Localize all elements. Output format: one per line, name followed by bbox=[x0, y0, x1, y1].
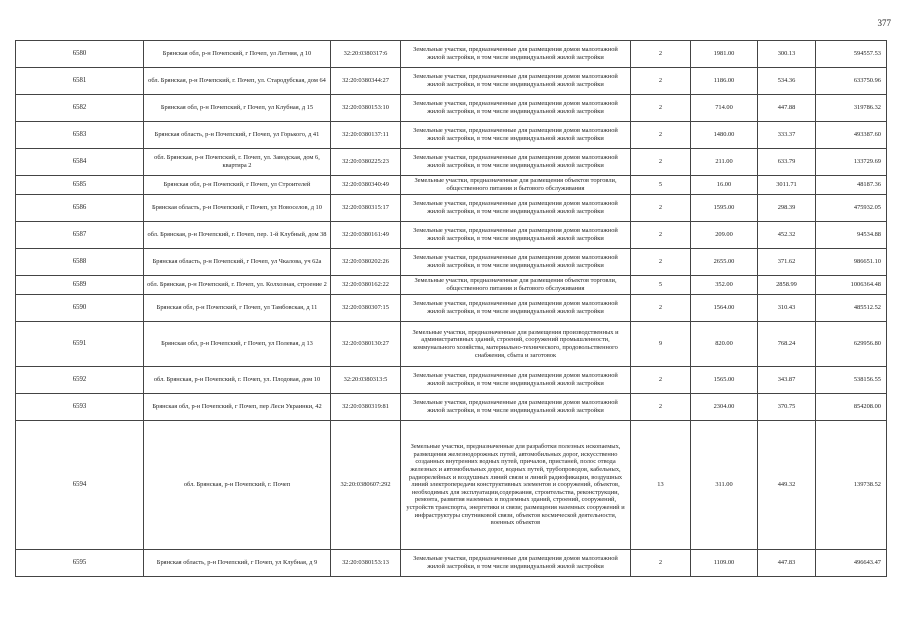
specific-value-cell: 370.75 bbox=[758, 394, 816, 421]
area-cell: 1565.00 bbox=[691, 367, 758, 394]
cadastral-number-cell: 32:20:0380313:5 bbox=[331, 367, 401, 394]
address-cell: Брянская область, р-н Почепский, г Почеп, ул Новоселов, д 10 bbox=[144, 195, 331, 222]
table-row bbox=[16, 367, 887, 394]
address-cell: обл. Брянская, р-н Почепский, г. Почеп, ул. Стародубская, дом 64 bbox=[144, 68, 331, 95]
address-cell: Брянская обл, р-н Почепский, г Почеп, ул Строителей bbox=[144, 176, 331, 195]
address-cell: Брянская обл, р-н Почепский, г Почеп, ул Клубная, д 15 bbox=[144, 95, 331, 122]
use-group-cell: 2 bbox=[631, 295, 691, 322]
address-cell: обл. Брянская, р-н Почепский, г. Почеп, ул. Колхозная, строение 2 bbox=[144, 276, 331, 295]
specific-value-cell: 2858.99 bbox=[758, 276, 816, 295]
land-use-cell: Земельные участки, предназначенные для размещения домов малоэтажной жилой застройки, в том числе индивидуальной жилой застройки bbox=[401, 295, 631, 322]
address-cell: Брянская область, р-н Почепский, г Почеп, ул Чкалова, уч 62а bbox=[144, 249, 331, 276]
use-group-cell: 2 bbox=[631, 222, 691, 249]
address-cell: обл. Брянская, р-н Почепский, г. Почеп bbox=[144, 421, 331, 550]
cadastral-value-cell: 48187.36 bbox=[816, 176, 887, 195]
cadastral-number-cell: 32:20:0380225:23 bbox=[331, 149, 401, 176]
table-row bbox=[16, 322, 887, 367]
cadastral-value-cell: 854208.00 bbox=[816, 394, 887, 421]
cadastral-value-cell: 493387.60 bbox=[816, 122, 887, 149]
table-row bbox=[16, 222, 887, 249]
land-use-cell: Земельные участки, предназначенные для размещения домов малоэтажной жилой застройки, в том числе индивидуальной жилой застройки bbox=[401, 394, 631, 421]
cadastral-value-cell: 1006364.48 bbox=[816, 276, 887, 295]
cadastral-value-cell: 633750.96 bbox=[816, 68, 887, 95]
specific-value-cell: 534.36 bbox=[758, 68, 816, 95]
use-group-cell: 13 bbox=[631, 421, 691, 550]
record-number: 6595 bbox=[16, 550, 144, 577]
address-cell: Брянская обл, р-н Почепский, г Почеп, ул Полевая, д 13 bbox=[144, 322, 331, 367]
cadastral-number-cell: 32:20:0380607:292 bbox=[331, 421, 401, 550]
cadastral-value-cell: 594557.53 bbox=[816, 41, 887, 68]
address-cell: Брянская область, р-н Почепский, г Почеп, ул Горького, д 41 bbox=[144, 122, 331, 149]
record-number: 6585 bbox=[16, 176, 144, 195]
land-use-cell: Земельные участки, предназначенные для размещения домов малоэтажной жилой застройки, в том числе индивидуальной жилой застройки bbox=[401, 95, 631, 122]
specific-value-cell: 333.37 bbox=[758, 122, 816, 149]
record-number: 6594 bbox=[16, 421, 144, 550]
table-row bbox=[16, 295, 887, 322]
record-number: 6584 bbox=[16, 149, 144, 176]
record-number: 6583 bbox=[16, 122, 144, 149]
table-row bbox=[16, 176, 887, 195]
land-use-cell: Земельные участки, предназначенные для размещения домов малоэтажной жилой застройки, в том числе индивидуальной жилой застройки bbox=[401, 550, 631, 577]
area-cell: 209.00 bbox=[691, 222, 758, 249]
specific-value-cell: 310.43 bbox=[758, 295, 816, 322]
address-cell: обл. Брянская, р-н Почепский, г. Почеп, ул. Плодовая, дом 10 bbox=[144, 367, 331, 394]
cadastral-value-cell: 319786.32 bbox=[816, 95, 887, 122]
cadastral-value-cell: 139738.52 bbox=[816, 421, 887, 550]
use-group-cell: 2 bbox=[631, 249, 691, 276]
specific-value-cell: 298.39 bbox=[758, 195, 816, 222]
cadastral-value-table bbox=[15, 40, 887, 577]
cadastral-number-cell: 32:20:0380319:81 bbox=[331, 394, 401, 421]
address-cell: Брянская область, р-н Почепский, г Почеп, ул Клубная, д 9 bbox=[144, 550, 331, 577]
specific-value-cell: 447.88 bbox=[758, 95, 816, 122]
area-cell: 1981.00 bbox=[691, 41, 758, 68]
use-group-cell: 2 bbox=[631, 394, 691, 421]
record-number: 6593 bbox=[16, 394, 144, 421]
record-number: 6582 bbox=[16, 95, 144, 122]
cadastral-value-cell: 485512.52 bbox=[816, 295, 887, 322]
cadastral-number-cell: 32:20:0380307:15 bbox=[331, 295, 401, 322]
cadastral-value-cell: 986651.10 bbox=[816, 249, 887, 276]
table-row bbox=[16, 95, 887, 122]
use-group-cell: 2 bbox=[631, 68, 691, 95]
land-use-cell: Земельные участки, предназначенные для размещения домов малоэтажной жилой застройки, в том числе индивидуальной жилой застройки bbox=[401, 149, 631, 176]
area-cell: 1564.00 bbox=[691, 295, 758, 322]
cadastral-number-cell: 32:20:0380162:22 bbox=[331, 276, 401, 295]
area-cell: 352.00 bbox=[691, 276, 758, 295]
use-group-cell: 2 bbox=[631, 195, 691, 222]
cadastral-number-cell: 32:20:0380202:26 bbox=[331, 249, 401, 276]
use-group-cell: 2 bbox=[631, 41, 691, 68]
cadastral-number-cell: 32:20:0380130:27 bbox=[331, 322, 401, 367]
area-cell: 311.00 bbox=[691, 421, 758, 550]
record-number: 6591 bbox=[16, 322, 144, 367]
address-cell: Брянская обл, р-н Почепский, г Почеп, пер Леси Украинки, 42 bbox=[144, 394, 331, 421]
area-cell: 1109.00 bbox=[691, 550, 758, 577]
land-use-cell: Земельные участки, предназначенные для размещения производственных и административных зданий, строений, сооружений промышленности, коммунального хозяйства, материально-технического, продовольственного снабжения, сбыта и заготовок bbox=[401, 322, 631, 367]
land-use-cell: Земельные участки, предназначенные для размещения домов малоэтажной жилой застройки, в том числе индивидуальной жилой застройки bbox=[401, 68, 631, 95]
specific-value-cell: 371.62 bbox=[758, 249, 816, 276]
cadastral-value-cell: 94534.88 bbox=[816, 222, 887, 249]
record-number: 6580 bbox=[16, 41, 144, 68]
record-number: 6588 bbox=[16, 249, 144, 276]
address-cell: Брянская обл, р-н Почепский, г Почеп, ул Летняя, д 10 bbox=[144, 41, 331, 68]
cadastral-number-cell: 32:20:0380317:6 bbox=[331, 41, 401, 68]
specific-value-cell: 300.13 bbox=[758, 41, 816, 68]
use-group-cell: 2 bbox=[631, 550, 691, 577]
address-cell: Брянская обл, р-н Почепский, г Почеп, ул Тамбовская, д 11 bbox=[144, 295, 331, 322]
use-group-cell: 2 bbox=[631, 367, 691, 394]
area-cell: 1186.00 bbox=[691, 68, 758, 95]
cadastral-number-cell: 32:20:0380153:13 bbox=[331, 550, 401, 577]
area-cell: 714.00 bbox=[691, 95, 758, 122]
use-group-cell: 2 bbox=[631, 122, 691, 149]
table-row bbox=[16, 68, 887, 95]
address-cell: обл. Брянская, р-н Почепский, г. Почеп, ул. Заводская, дом 6, квартира 2 bbox=[144, 149, 331, 176]
area-cell: 1595.00 bbox=[691, 195, 758, 222]
cadastral-value-cell: 538156.55 bbox=[816, 367, 887, 394]
table-row bbox=[16, 149, 887, 176]
land-use-cell: Земельные участки, предназначенные для размещения домов малоэтажной жилой застройки, в том числе индивидуальной жилой застройки bbox=[401, 249, 631, 276]
land-use-cell: Земельные участки, предназначенные для размещения домов малоэтажной жилой застройки, в том числе индивидуальной жилой застройки bbox=[401, 195, 631, 222]
land-use-cell: Земельные участки, предназначенные для размещения домов малоэтажной жилой застройки, в том числе индивидуальной жилой застройки bbox=[401, 122, 631, 149]
table-row bbox=[16, 421, 887, 550]
cadastral-number-cell: 32:20:0380344:27 bbox=[331, 68, 401, 95]
specific-value-cell: 452.32 bbox=[758, 222, 816, 249]
specific-value-cell: 343.87 bbox=[758, 367, 816, 394]
cadastral-value-cell: 629956.80 bbox=[816, 322, 887, 367]
area-cell: 1480.00 bbox=[691, 122, 758, 149]
cadastral-value-cell: 133729.69 bbox=[816, 149, 887, 176]
table-body bbox=[16, 41, 887, 577]
land-use-cell: Земельные участки, предназначенные для размещения домов малоэтажной жилой застройки, в том числе индивидуальной жилой застройки bbox=[401, 222, 631, 249]
specific-value-cell: 449.32 bbox=[758, 421, 816, 550]
record-number: 6589 bbox=[16, 276, 144, 295]
cadastral-number-cell: 32:20:0380153:10 bbox=[331, 95, 401, 122]
page-number: 377 bbox=[877, 18, 891, 28]
land-use-cell: Земельные участки, предназначенные для размещения домов малоэтажной жилой застройки, в том числе индивидуальной жилой застройки bbox=[401, 41, 631, 68]
table-row bbox=[16, 550, 887, 577]
area-cell: 2304.00 bbox=[691, 394, 758, 421]
area-cell: 2655.00 bbox=[691, 249, 758, 276]
table-row bbox=[16, 122, 887, 149]
record-number: 6586 bbox=[16, 195, 144, 222]
table-row bbox=[16, 195, 887, 222]
specific-value-cell: 3011.71 bbox=[758, 176, 816, 195]
area-cell: 16.00 bbox=[691, 176, 758, 195]
land-use-cell: Земельные участки, предназначенные для разработки полезных ископаемых, размещения железнодорожных путей, автомобильных дорог, искусственно созданных внутренних водных путей, причалов, пристаней, полос отвода железных и автомобильных дорог, водных путей, трубопроводов, кабельных, радиорелейных и воздушных линий связи и линий радиофикации, воздушных линий электропередачи конструктивных элементов и сооружений, объектов, необходимых для эксплуатации,содержания, строительства, реконструкции, ремонта, развития наземных и подземных зданий, строений, сооружений, устройств транспорта, энергетики и связи; размещения наземных сооружений и инфраструктуры спутниковой связи, объектов космической деятельности, военных объектов bbox=[401, 421, 631, 550]
land-use-cell: Земельные участки, предназначенные для размещения объектов торговли, общественного питания и бытового обслуживания bbox=[401, 176, 631, 195]
cadastral-number-cell: 32:20:0380340:49 bbox=[331, 176, 401, 195]
cadastral-number-cell: 32:20:0380137:11 bbox=[331, 122, 401, 149]
table-row bbox=[16, 394, 887, 421]
table-row bbox=[16, 41, 887, 68]
record-number: 6587 bbox=[16, 222, 144, 249]
specific-value-cell: 768.24 bbox=[758, 322, 816, 367]
use-group-cell: 2 bbox=[631, 95, 691, 122]
use-group-cell: 2 bbox=[631, 149, 691, 176]
use-group-cell: 9 bbox=[631, 322, 691, 367]
use-group-cell: 5 bbox=[631, 176, 691, 195]
specific-value-cell: 447.83 bbox=[758, 550, 816, 577]
address-cell: обл. Брянская, р-н Почепский, г. Почеп, пер. 1-й Клубный, дом 38 bbox=[144, 222, 331, 249]
record-number: 6590 bbox=[16, 295, 144, 322]
table-row bbox=[16, 276, 887, 295]
cadastral-value-cell: 496643.47 bbox=[816, 550, 887, 577]
cadastral-number-cell: 32:20:0380315:17 bbox=[331, 195, 401, 222]
specific-value-cell: 633.79 bbox=[758, 149, 816, 176]
land-use-cell: Земельные участки, предназначенные для размещения объектов торговли, общественного питания и бытового обслуживания bbox=[401, 276, 631, 295]
record-number: 6592 bbox=[16, 367, 144, 394]
use-group-cell: 5 bbox=[631, 276, 691, 295]
table-row bbox=[16, 249, 887, 276]
area-cell: 211.00 bbox=[691, 149, 758, 176]
cadastral-value-cell: 475932.05 bbox=[816, 195, 887, 222]
area-cell: 820.00 bbox=[691, 322, 758, 367]
record-number: 6581 bbox=[16, 68, 144, 95]
cadastral-number-cell: 32:20:0380161:49 bbox=[331, 222, 401, 249]
land-use-cell: Земельные участки, предназначенные для размещения домов малоэтажной жилой застройки, в том числе индивидуальной жилой застройки bbox=[401, 367, 631, 394]
